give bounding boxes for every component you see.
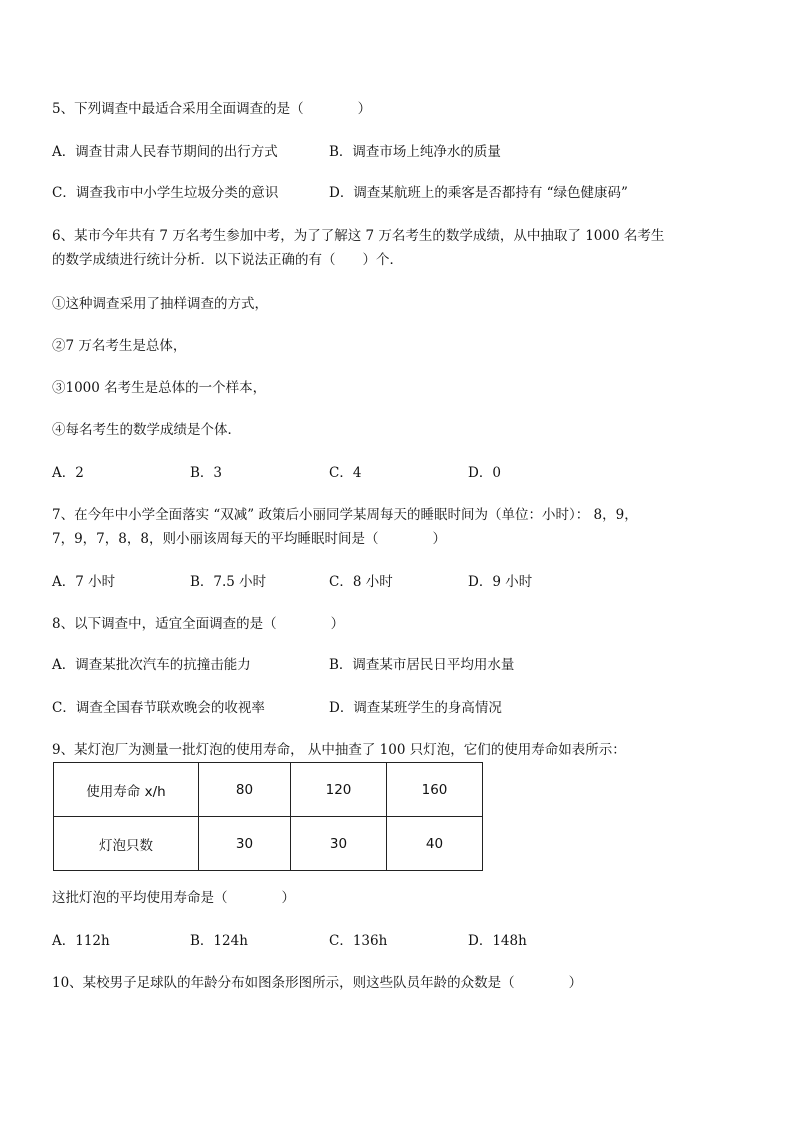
q6-option-a: A．2 bbox=[52, 465, 84, 481]
q7-option-b: B．7.5 小时 bbox=[190, 574, 267, 590]
q9-option-c: C．136h bbox=[329, 933, 388, 949]
q5-option-d: D．调查某航班上的乘客是否都持有 “绿色健康码” bbox=[329, 185, 628, 201]
q8-option-d: D．调查某班学生的身高情况 bbox=[329, 700, 502, 716]
table-cell: 160 bbox=[387, 763, 483, 817]
q9-question: 这批灯泡的平均使用寿命是（ ） bbox=[52, 890, 295, 906]
q6-option-b: B．3 bbox=[190, 465, 223, 481]
q9-option-a: A．112h bbox=[52, 933, 110, 949]
table-header-count: 灯泡只数 bbox=[54, 817, 199, 871]
q8-option-b: B．调查某市居民日平均用水量 bbox=[329, 657, 515, 673]
q8-stem: 8、以下调查中，适宜全面调查的是（ ） bbox=[52, 616, 345, 632]
q6-option-d: D．0 bbox=[468, 465, 501, 481]
table-row bbox=[54, 817, 483, 871]
q9-option-d: D．148h bbox=[468, 933, 527, 949]
q5-option-b: B．调查市场上纯净水的质量 bbox=[329, 144, 501, 160]
q8-option-a: A．调查某批次汽车的抗撞击能力 bbox=[52, 657, 251, 673]
table-cell: 120 bbox=[291, 763, 387, 817]
q7-option-c: C．8 小时 bbox=[329, 574, 393, 590]
q9-stem: 9、某灯泡厂为测量一批灯泡的使用寿命， 从中抽查了 100 只灯泡，它们的使用寿命如表所示： bbox=[52, 742, 626, 758]
table-cell: 80 bbox=[199, 763, 291, 817]
q7-stem-line1: 7、在今年中小学全面落实 “双减” 政策后小丽同学某周每天的睡眠时间为（单位：小时）： 8，9， bbox=[52, 507, 638, 523]
q5-stem: 5、下列调查中最适合采用全面调查的是（ ） bbox=[52, 101, 372, 117]
q6-statement-4: ④每名考生的数学成绩是个体． bbox=[52, 422, 241, 438]
q7-option-a: A．7 小时 bbox=[52, 574, 116, 590]
q8-option-c: C．调查全国春节联欢晚会的收视率 bbox=[52, 700, 265, 716]
q7-stem-line2: 7，9，7，8，8，则小丽该周每天的平均睡眠时间是（ ） bbox=[52, 531, 446, 547]
table-row bbox=[54, 763, 483, 817]
q9-option-b: B．124h bbox=[190, 933, 248, 949]
table-cell: 40 bbox=[387, 817, 483, 871]
q7-option-d: D．9 小时 bbox=[468, 574, 533, 590]
q6-option-c: C．4 bbox=[329, 465, 362, 481]
q6-statement-3: ③1000 名考生是总体的一个样本， bbox=[52, 380, 267, 396]
table-header-life: 使用寿命 x/h bbox=[54, 763, 199, 817]
q6-statement-2: ②7 万名考生是总体， bbox=[52, 338, 187, 354]
q10-stem: 10、某校男子足球队的年龄分布如图条形图所示，则这些队员年龄的众数是（ ） bbox=[52, 975, 583, 991]
q5-option-c: C．调查我市中小学生垃圾分类的意识 bbox=[52, 185, 279, 201]
table-cell: 30 bbox=[291, 817, 387, 871]
q5-option-a: A．调查甘肃人民春节期间的出行方式 bbox=[52, 144, 278, 160]
table-cell: 30 bbox=[199, 817, 291, 871]
bulb-life-table bbox=[53, 762, 483, 871]
q6-stem-line1: 6、某市今年共有 7 万名考生参加中考，为了了解这 7 万名考生的数学成绩，从中抽取了 1000 名考生 bbox=[52, 228, 665, 244]
q6-statement-1: ①这种调查采用了抽样调查的方式， bbox=[52, 296, 268, 312]
q6-stem-line2: 的数学成绩进行统计分析．以下说法正确的有（ ）个． bbox=[52, 252, 403, 268]
